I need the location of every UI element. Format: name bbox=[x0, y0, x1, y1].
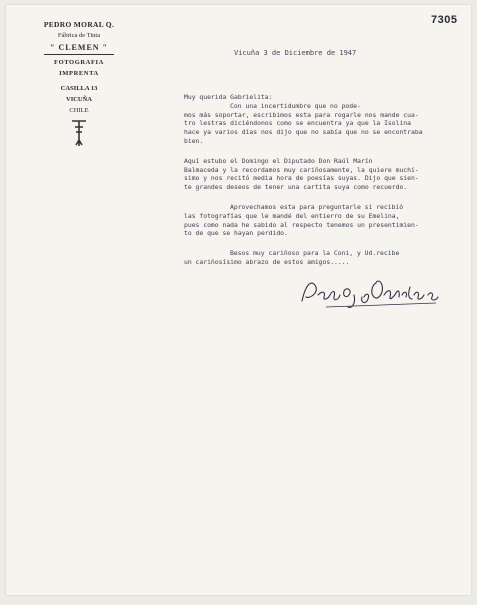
signature-image bbox=[296, 273, 446, 313]
letter-body bbox=[184, 93, 464, 278]
body-line: pues como nada he sabido al respecto tenemos un presentimien- bbox=[184, 220, 419, 229]
letterhead-address: CASILLA 13 bbox=[60, 85, 98, 92]
letterhead-brand: " CLEMEN " bbox=[50, 43, 108, 52]
paragraph-2 bbox=[184, 157, 464, 192]
letterhead-city: VICUÑA bbox=[66, 96, 92, 103]
body-line: tro lestras diciéndonos como se encuentra ya que la Isolina bbox=[184, 119, 412, 128]
body-line: Balmaceda y la recordamos muy cariñosamente, la quiere muchí- bbox=[184, 165, 419, 174]
paragraph-3 bbox=[184, 203, 464, 238]
body-line: bien. bbox=[184, 136, 204, 145]
body-line: Con una incertidumbre que no pode- bbox=[230, 101, 361, 110]
letterhead-name: PEDRO MORAL Q. bbox=[43, 20, 115, 29]
body-line: las fotografías que le mandé del entierro de su Emelina, bbox=[184, 211, 400, 220]
body-line: mos más soportar, escribimos esta para rogarle nos mande cua- bbox=[184, 110, 419, 119]
closing-line: Besos muy cariñoso para la Coni, y Ud.recibe bbox=[230, 249, 400, 258]
body-line: Aquí estubo el Domingo el Diputado Don Raúl Marín bbox=[184, 156, 373, 165]
body-line: Aprovechamos esta para preguntarle si recibió bbox=[230, 202, 404, 211]
letterhead-business: Fábrica de Tinta bbox=[57, 32, 101, 39]
letterhead-emblem-icon bbox=[69, 118, 89, 148]
letter-page bbox=[6, 5, 471, 595]
body-line: te grandes deseos de tener una cartita suya como recuerdo. bbox=[184, 183, 408, 192]
paragraph-1 bbox=[184, 102, 464, 146]
closing-line: un cariñosísimo abrazo de estos amigos..... bbox=[184, 257, 350, 266]
letter-date: Vicuña 3 de Diciembre de 1947 bbox=[234, 49, 357, 57]
closing-block bbox=[184, 249, 464, 267]
letterhead-service-photo: FOTOGRAFIA bbox=[54, 59, 104, 66]
body-line: to de que se hayan perdido. bbox=[184, 229, 288, 238]
archive-number: 7305 bbox=[431, 14, 458, 26]
body-line: hace ya varios días nos dijo que no sabía que no se encontraba bbox=[184, 128, 423, 137]
letterhead-service-print: IMPRENTA bbox=[59, 70, 99, 77]
letterhead bbox=[24, 19, 134, 148]
letterhead-country: CHILE bbox=[69, 107, 89, 114]
letterhead-divider bbox=[44, 54, 114, 55]
body-line: simo y nos recitó media hora de poesías suyas. Dijo que sien- bbox=[184, 174, 419, 183]
salutation: Muy querida Gabrielita: bbox=[184, 93, 273, 101]
